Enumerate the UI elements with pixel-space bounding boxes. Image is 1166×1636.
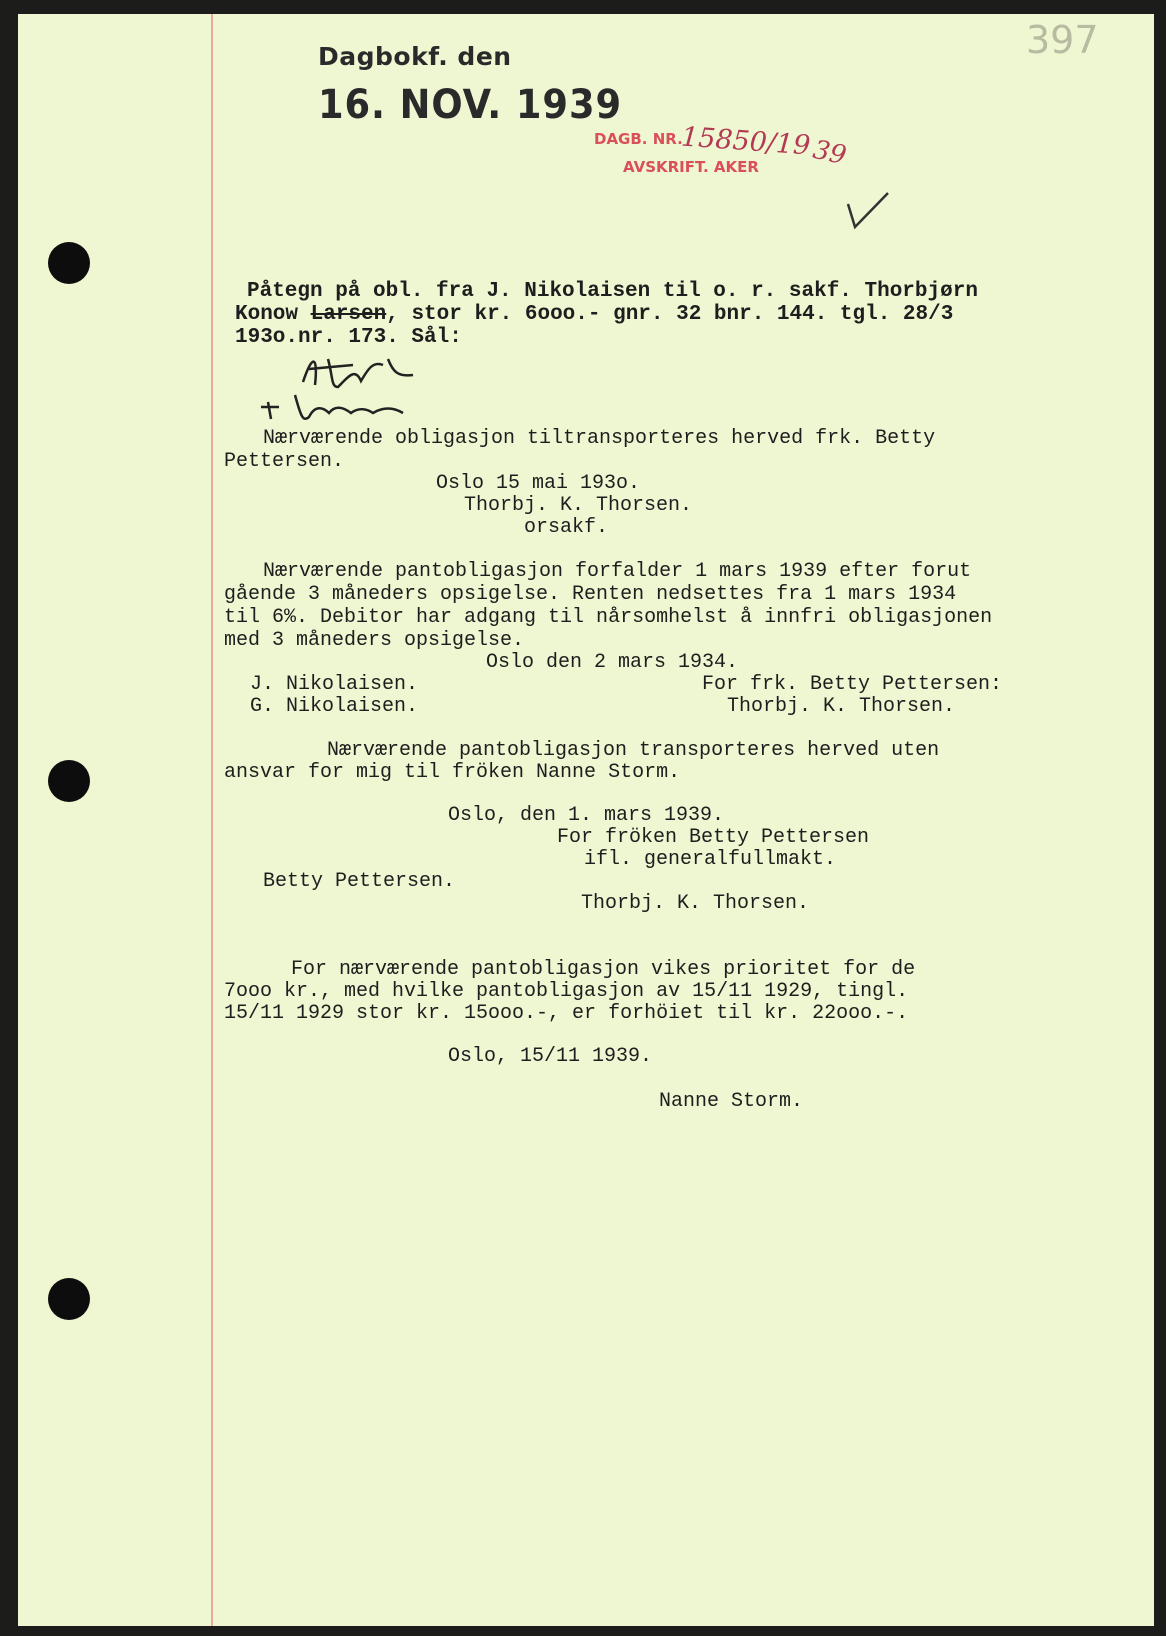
text-line: Nærværende pantobligasjon transporteres herved uten [327, 739, 940, 762]
check-mark-icon [843, 189, 893, 234]
text-line: Pettersen. [224, 450, 345, 473]
stamp-title: Dagbokf. den [318, 42, 512, 71]
text-line: orsakf. [524, 516, 609, 539]
text-line: Thorbj. K. Thorsen. [464, 494, 693, 517]
text-line: 7ooo kr., med hvilke pantobligasjon av 15/11 1929, tingl. [224, 980, 909, 1003]
text-line: For frk. Betty Pettersen: [702, 673, 1003, 696]
handwritten-signature [243, 347, 423, 427]
text-line: Thorbj. K. Thorsen. [581, 892, 810, 915]
text-line: Nærværende pantobligasjon forfalder 1 mars 1939 efter forut [263, 560, 972, 583]
text-line: Thorbj. K. Thorsen. [727, 695, 956, 718]
text-line: ifl. generalfullmakt. [584, 848, 837, 871]
red-stamp-dagb: DAGB. NR. [594, 130, 683, 148]
text-line: med 3 måneders opsigelse. [224, 629, 525, 652]
text-line: gående 3 måneders opsigelse. Renten nedsettes fra 1 mars 1934 [224, 583, 957, 606]
document-page [18, 14, 1154, 1626]
text-line: Betty Pettersen. [263, 870, 456, 893]
text-line: G. Nikolaisen. [250, 695, 419, 718]
text-line: J. Nikolaisen. [250, 673, 419, 696]
handwritten-number: 15850/19 [680, 121, 812, 162]
stamp-date: 16. NOV. 1939 [318, 82, 623, 128]
handwritten-year: 39 [810, 134, 849, 172]
red-stamp-avskrift: AVSKRIFT. AKER [623, 158, 759, 176]
text-line: Oslo, 15/11 1939. [448, 1045, 653, 1068]
text-line: 15/11 1929 stor kr. 15ooo.-, er forhöiet til kr. 22ooo.-. [224, 1002, 909, 1025]
punch-hole [48, 760, 90, 802]
text-line: Nanne Storm. [659, 1090, 804, 1113]
margin-line [211, 14, 213, 1626]
heading-line-2: Konow Larsen, stor kr. 6ooo.- gnr. 32 bnr. 144. tgl. 28/3 [235, 303, 954, 326]
text-line: For fröken Betty Pettersen [557, 826, 870, 849]
text-line: til 6%. Debitor har adgang til nårsomhelst å innfri obligasjonen [224, 606, 993, 629]
text-line: Nærværende obligasjon tiltransporteres herved frk. Betty [263, 427, 936, 450]
text-line: Oslo den 2 mars 1934. [486, 651, 739, 674]
text-line: ansvar for mig til fröken Nanne Storm. [224, 761, 681, 784]
heading-line-1: Påtegn på obl. fra J. Nikolaisen til o. r. sakf. Thorbjørn [247, 280, 978, 303]
text-line: Oslo, den 1. mars 1939. [448, 804, 725, 827]
text-line: Oslo 15 mai 193o. [436, 472, 641, 495]
text-line: For nærværende pantobligasjon vikes prioritet for de [291, 958, 916, 981]
heading-line-3: 193o.nr. 173. Sål: [235, 326, 462, 349]
punch-hole [48, 242, 90, 284]
page-number: 397 [1026, 18, 1099, 62]
punch-hole [48, 1278, 90, 1320]
